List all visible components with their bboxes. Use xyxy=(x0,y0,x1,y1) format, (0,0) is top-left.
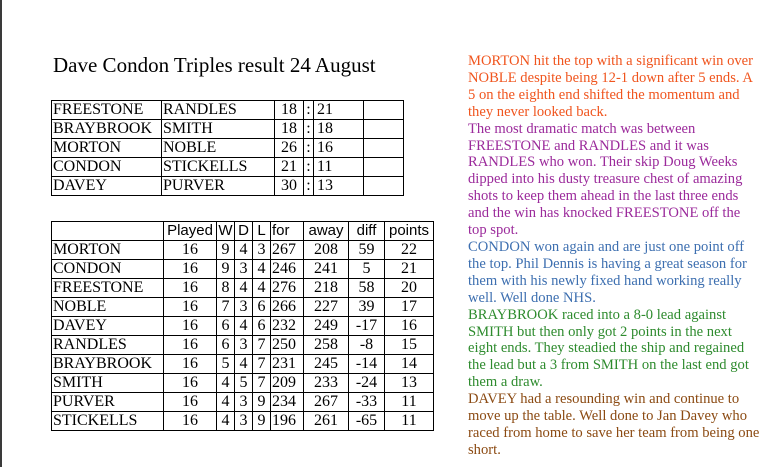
league-cell-away: 249 xyxy=(304,317,349,336)
result-home-score: 18 xyxy=(275,101,304,120)
league-cell-points: 21 xyxy=(385,260,434,279)
league-cell-w: 4 xyxy=(217,393,235,412)
results-table xyxy=(51,100,404,196)
league-cell-for: 196 xyxy=(271,412,304,431)
league-cell-l: 7 xyxy=(253,374,271,393)
result-away-team: RANDLES xyxy=(162,101,275,120)
league-cell-team: FREESTONE xyxy=(52,279,164,298)
page-edge xyxy=(0,0,2,467)
league-cell-for: 267 xyxy=(271,241,304,260)
league-cell-for: 232 xyxy=(271,317,304,336)
league-cell-played: 16 xyxy=(164,241,217,260)
column-header-away: away xyxy=(304,222,349,241)
page-title: Dave Condon Triples result 24 August xyxy=(53,53,376,77)
league-cell-played: 16 xyxy=(164,260,217,279)
league-row xyxy=(52,279,434,298)
league-row xyxy=(52,374,434,393)
league-cell-w: 5 xyxy=(217,355,235,374)
result-away-team: PURVER xyxy=(162,177,275,196)
league-row xyxy=(52,317,434,336)
league-cell-away: 245 xyxy=(304,355,349,374)
league-cell-l: 6 xyxy=(253,298,271,317)
league-cell-l: 9 xyxy=(253,412,271,431)
league-cell-w: 8 xyxy=(217,279,235,298)
league-cell-points: 15 xyxy=(385,336,434,355)
league-cell-d: 4 xyxy=(235,355,253,374)
column-header-played: Played xyxy=(164,222,217,241)
league-row xyxy=(52,355,434,374)
result-away-score: 16 xyxy=(314,139,364,158)
league-cell-points: 16 xyxy=(385,317,434,336)
result-blank-cell xyxy=(364,139,404,158)
league-cell-w: 7 xyxy=(217,298,235,317)
result-separator: : xyxy=(304,120,314,139)
league-row xyxy=(52,298,434,317)
league-cell-played: 16 xyxy=(164,298,217,317)
league-cell-diff: 39 xyxy=(349,298,385,317)
league-cell-l: 7 xyxy=(253,355,271,374)
league-cell-for: 246 xyxy=(271,260,304,279)
commentary-paragraph: CONDON won again and are just one point off the top. Phil Dennis is having a great season for them with his newly fixed hand working really well. Well done NHS. xyxy=(468,238,747,306)
column-header-w: W xyxy=(218,222,233,239)
league-cell-for: 266 xyxy=(271,298,304,317)
league-cell-away: 241 xyxy=(304,260,349,279)
league-cell-away: 258 xyxy=(304,336,349,355)
league-cell-for: 250 xyxy=(271,336,304,355)
league-cell-away: 227 xyxy=(304,298,349,317)
league-row xyxy=(52,412,434,431)
league-cell-diff: 59 xyxy=(349,241,385,260)
result-row xyxy=(52,101,404,120)
league-cell-d: 4 xyxy=(235,279,253,298)
league-cell-away: 218 xyxy=(304,279,349,298)
result-home-score: 26 xyxy=(275,139,304,158)
league-cell-d: 4 xyxy=(235,317,253,336)
league-cell-away: 208 xyxy=(304,241,349,260)
league-cell-diff: -8 xyxy=(349,336,385,355)
league-cell-d: 5 xyxy=(235,374,253,393)
league-cell-points: 14 xyxy=(385,355,434,374)
league-cell-for: 231 xyxy=(271,355,304,374)
league-row xyxy=(52,241,434,260)
league-cell-away: 267 xyxy=(304,393,349,412)
league-cell-w: 4 xyxy=(217,412,235,431)
column-header-l: L xyxy=(253,222,271,241)
result-away-score: 21 xyxy=(314,101,364,120)
league-cell-w: 4 xyxy=(217,374,235,393)
result-away-team: SMITH xyxy=(162,120,275,139)
league-cell-diff: -65 xyxy=(349,412,385,431)
result-home-team: CONDON xyxy=(52,158,162,177)
league-cell-l: 9 xyxy=(253,393,271,412)
result-separator: : xyxy=(304,139,314,158)
league-cell-points: 11 xyxy=(385,393,434,412)
league-row xyxy=(52,393,434,412)
result-away-team: NOBLE xyxy=(162,139,275,158)
league-cell-l: 6 xyxy=(253,317,271,336)
league-cell-w: 6 xyxy=(217,336,235,355)
result-separator: : xyxy=(304,101,314,120)
league-cell-d: 3 xyxy=(235,393,253,412)
result-blank-cell xyxy=(364,177,404,196)
result-row xyxy=(52,139,404,158)
league-cell-points: 13 xyxy=(385,374,434,393)
league-cell-played: 16 xyxy=(164,279,217,298)
league-cell-points: 22 xyxy=(385,241,434,260)
league-cell-for: 209 xyxy=(271,374,304,393)
result-away-team: STICKELLS xyxy=(162,158,275,177)
league-cell-played: 16 xyxy=(164,355,217,374)
commentary-paragraph: The most dramatic match was between FREESTONE and RANDLES and it was RANDLES who won. Their skip Doug Weeks dipped into his dusty treasure chest of amazing shots to keep them ahead in the last three ends and the win has knocked FREESTONE off the top spot. xyxy=(468,120,743,239)
league-cell-l: 4 xyxy=(253,260,271,279)
league-cell-points: 11 xyxy=(385,412,434,431)
league-cell-played: 16 xyxy=(164,393,217,412)
league-cell-team: CONDON xyxy=(52,260,164,279)
result-blank-cell xyxy=(364,120,404,139)
league-cell-w: 6 xyxy=(217,317,235,336)
league-cell-diff: 58 xyxy=(349,279,385,298)
result-row xyxy=(52,120,404,139)
league-cell-team: STICKELLS xyxy=(52,412,164,431)
commentary-paragraph: MORTON hit the top with a significant win over NOBLE despite being 12-1 down after 5 ends. A 5 on the eighth end shifted the momentum and they never looked back. xyxy=(468,53,754,120)
league-cell-d: 3 xyxy=(235,412,253,431)
column-header-diff: diff xyxy=(349,222,385,241)
result-home-team: FREESTONE xyxy=(52,101,162,120)
result-away-score: 11 xyxy=(314,158,364,177)
league-cell-l: 7 xyxy=(253,336,271,355)
league-cell-points: 17 xyxy=(385,298,434,317)
league-cell-l: 4 xyxy=(253,279,271,298)
league-cell-points: 20 xyxy=(385,279,434,298)
result-away-score: 13 xyxy=(314,177,364,196)
league-cell-played: 16 xyxy=(164,336,217,355)
league-cell-team: SMITH xyxy=(52,374,164,393)
result-blank-cell xyxy=(364,158,404,177)
league-header-row xyxy=(52,222,434,241)
result-home-score: 18 xyxy=(275,120,304,139)
league-cell-played: 16 xyxy=(164,412,217,431)
column-header-for: for xyxy=(271,222,304,241)
result-home-team: DAVEY xyxy=(52,177,162,196)
league-cell-diff: 5 xyxy=(349,260,385,279)
result-home-team: BRAYBROOK xyxy=(52,120,162,139)
result-blank-cell xyxy=(364,101,404,120)
league-cell-team: NOBLE xyxy=(52,298,164,317)
league-row xyxy=(52,260,434,279)
result-away-score: 18 xyxy=(314,120,364,139)
result-home-score: 21 xyxy=(275,158,304,177)
league-cell-d: 4 xyxy=(235,241,253,260)
league-cell-away: 261 xyxy=(304,412,349,431)
league-cell-for: 234 xyxy=(271,393,304,412)
league-table xyxy=(51,221,434,431)
commentary xyxy=(468,53,760,459)
league-cell-team: BRAYBROOK xyxy=(52,355,164,374)
commentary-paragraph: BRAYBROOK raced into a 8-0 lead against SMITH but then only got 2 points in the next eight ends. They steadied the ship and regained the lead but a 3 from SMITH on the last end got them a draw. xyxy=(468,306,749,391)
league-row xyxy=(52,336,434,355)
league-cell-diff: -33 xyxy=(349,393,385,412)
league-cell-team: PURVER xyxy=(52,393,164,412)
league-cell-away: 233 xyxy=(304,374,349,393)
league-cell-d: 3 xyxy=(235,260,253,279)
league-cell-w: 9 xyxy=(217,260,235,279)
league-cell-team: MORTON xyxy=(52,241,164,260)
league-cell-team: RANDLES xyxy=(52,336,164,355)
result-separator: : xyxy=(304,177,314,196)
league-cell-w: 9 xyxy=(217,241,235,260)
league-cell-l: 3 xyxy=(253,241,271,260)
league-cell-diff: -24 xyxy=(349,374,385,393)
result-row xyxy=(52,158,404,177)
league-cell-d: 3 xyxy=(235,336,253,355)
result-home-team: MORTON xyxy=(52,139,162,158)
column-header-points: points xyxy=(385,222,434,241)
league-cell-diff: -17 xyxy=(349,317,385,336)
league-cell-diff: -14 xyxy=(349,355,385,374)
league-cell-for: 276 xyxy=(271,279,304,298)
league-cell-played: 16 xyxy=(164,317,217,336)
league-cell-played: 16 xyxy=(164,374,217,393)
column-header-team xyxy=(52,222,164,241)
commentary-paragraph: DAVEY had a resounding win and continue to move up the table. Well done to Jan Davey who raced from home to save her team from being one short. xyxy=(468,391,760,458)
result-row xyxy=(52,177,404,196)
result-separator: : xyxy=(304,158,314,177)
column-header-d: D xyxy=(235,222,253,241)
result-home-score: 30 xyxy=(275,177,304,196)
league-cell-d: 3 xyxy=(235,298,253,317)
league-cell-team: DAVEY xyxy=(52,317,164,336)
